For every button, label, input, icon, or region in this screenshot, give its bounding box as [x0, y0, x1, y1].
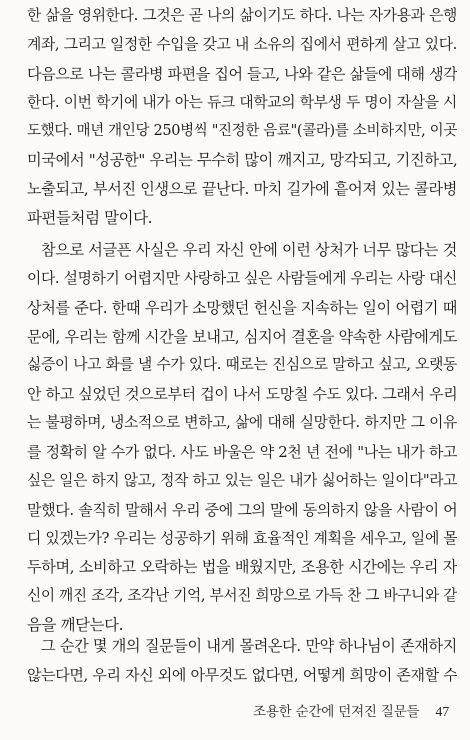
text-line: 않는다면, 우리 자신 외에 아무것도 없다면, 어떻게 희망이 존재할 수	[27, 665, 457, 684]
paragraph-1	[27, 2, 457, 233]
text-line: 말했다. 솔직히 말해서 우리 중에 그의 말에 동의하지 않을 사람이 어	[27, 500, 457, 519]
text-line: 싶은 일은 하지 않고, 정작 하고 있는 일은 내가 싫어하는 일이다"라고	[27, 471, 457, 489]
text-line: 싫증이 나고 화를 낼 수가 있다. 때로는 진심으로 말하고 싶고, 오랫동	[27, 356, 457, 374]
text-line: 참으로 서글픈 사실은 우리 자신 안에 이런 상처가 너무 많다는 것	[41, 241, 457, 259]
paragraph-3	[27, 632, 457, 690]
text-line: 문에, 우리는 함께 시간을 보내고, 심지어 결혼을 약속한 사람에게도	[27, 327, 457, 346]
text-line: 안 하고 싶었던 것으로부터 겁이 나서 도망칠 수도 있다. 그래서 우리	[27, 385, 457, 404]
page-footer	[253, 700, 449, 721]
text-line: 이다. 설명하기 어렵지만 사랑하고 싶은 사람들에게 우리는 사랑 대신	[27, 269, 457, 287]
text-line: 신이 깨진 조각, 조각난 기억, 부서진 희망으로 가득 찬 그 바구니와 같	[27, 587, 457, 605]
text-line: 한다. 이번 학기에 내가 아는 듀크 대학교의 학부생 두 명이 자살을 시	[27, 93, 457, 111]
running-title: 조용한 순간에 던져진 질문들	[253, 704, 420, 720]
text-line: 노출되고, 부서진 인생으로 끝난다. 마치 길가에 흩어져 있는 콜라병	[27, 180, 457, 199]
text-line: 상처를 준다. 한때 우리가 소망했던 헌신을 지속하는 일이 어렵기 때	[27, 298, 457, 317]
text-line: 를 정확히 알 수가 없다. 사도 바울은 약 2천 년 전에 "나는 내가 하고	[27, 442, 457, 461]
text-line: 디 있겠는가? 우리는 성공하기 위해 효율적인 계획을 세우고, 일에 몰	[27, 529, 457, 548]
text-line: 한 삶을 영위한다. 그것은 곧 나의 삶이기도 하다. 나는 자가용과 은행	[27, 7, 457, 24]
text-line: 파편들처럼 말이다.	[27, 208, 153, 227]
paragraph-2	[27, 236, 457, 640]
text-line: 계좌, 그리고 일정한 수입을 갖고 내 소유의 집에서 편하게 살고 있다.	[27, 35, 457, 53]
text-line: 음을 깨닫는다.	[27, 615, 124, 634]
page-number: 47	[435, 705, 449, 720]
text-line: 두하며, 소비하고 오락하는 법을 배웠지만, 조용한 시간에는 우리 자	[27, 558, 457, 577]
text-line: 그 순간 몇 개의 질문들이 내게 몰려온다. 만약 하나님이 존재하지	[41, 637, 457, 655]
text-line: 도했다. 매년 개인당 250병씩 "진정한 음료"(콜라)를 소비하지만, 이곳	[27, 123, 457, 140]
text-line: 다음으로 나는 콜라병 파편을 집어 들고, 나와 같은 삶들에 대해 생각	[27, 64, 457, 83]
text-line: 미국에서 "성공한" 우리는 무수히 많이 깨지고, 망각되고, 기진하고,	[27, 151, 457, 170]
text-line: 는 불평하며, 냉소적으로 변하고, 삶에 대해 실망한다. 하지만 그 이유	[27, 414, 457, 432]
